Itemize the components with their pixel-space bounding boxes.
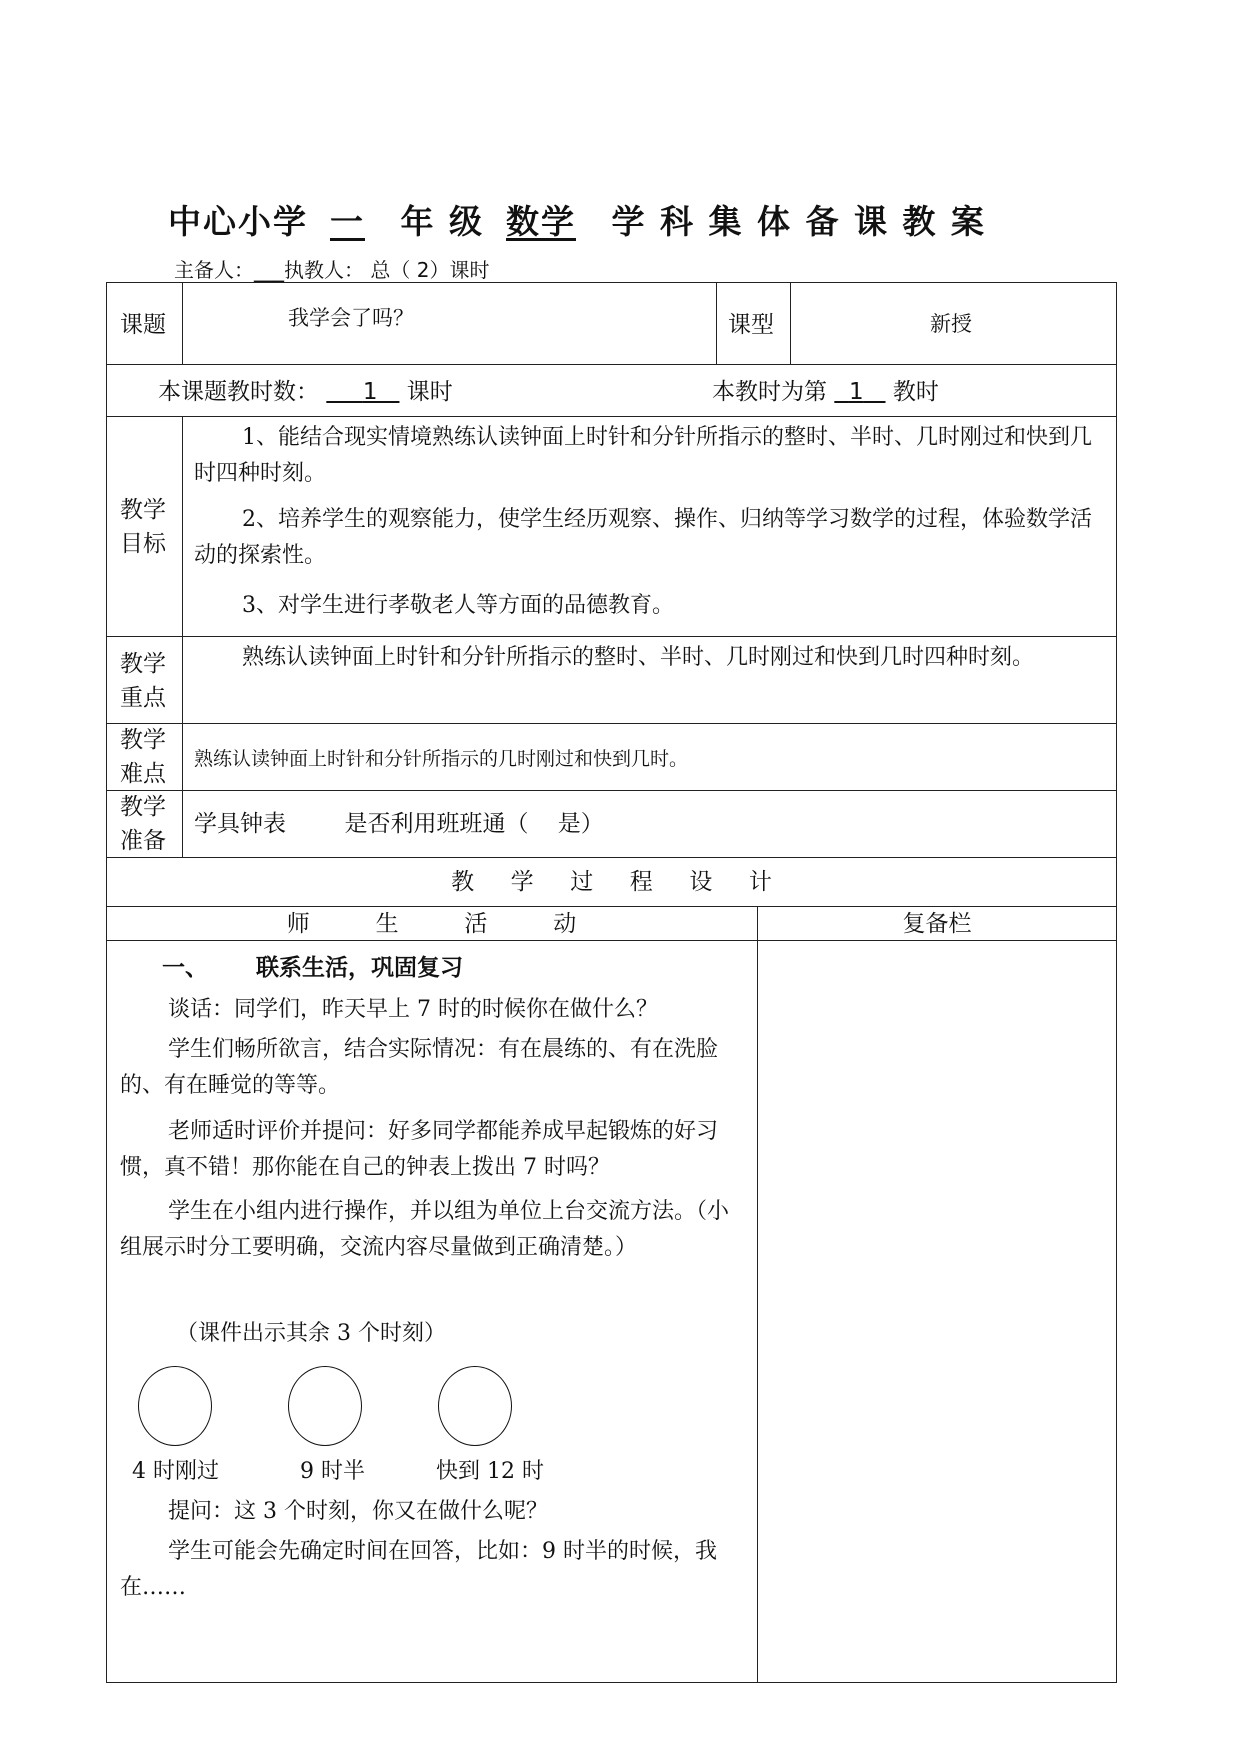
review-column-header: 复备栏: [902, 911, 972, 937]
col-divider: [716, 282, 717, 364]
hours-unit: 课时: [406, 379, 453, 405]
goal-item-2: 2、培养学生的观察能力，使学生经历观察、操作、归纳等学习数学的过程，体验数学活动的探索性。: [194, 507, 1092, 568]
doc-title-text: 学 科 集 体 备 课 教 案: [611, 202, 986, 241]
school-name: 中心小学: [168, 202, 308, 241]
process-para-2: 学生们畅所欲言，结合实际情况：有在晨练的、有在洗脸的、有在睡觉的等等。: [120, 1037, 719, 1098]
row-divider: [106, 906, 1117, 907]
topic-label: 课题: [120, 312, 166, 338]
col-divider: [757, 906, 758, 1683]
difficulty-label-1: 教学: [120, 727, 166, 753]
goals-label-1: 教学: [120, 497, 166, 523]
process-para-5: （课件出示其余 3 个时刻）: [176, 1321, 446, 1346]
difficulty-text: 熟练认读钟面上时针和分针所指示的几时刚过和快到几时。: [194, 748, 689, 770]
row-divider: [106, 636, 1117, 637]
subject-value: 数学: [506, 202, 576, 241]
row-divider: [106, 723, 1117, 724]
hours-label: 本课题教时数：: [158, 379, 319, 405]
hours-value: 1: [362, 379, 378, 405]
key-label-1: 教学: [120, 651, 166, 677]
process-para-7: 学生可能会先确定时间在回答，比如：9 时半的时候，我在……: [120, 1539, 717, 1600]
prep-label-2: 准备: [120, 828, 166, 854]
document-title: [168, 196, 986, 243]
grade-suffix: 年 级: [400, 202, 484, 241]
topic-value: 我学会了吗？: [288, 306, 414, 330]
clock-face-icon: [438, 1366, 512, 1446]
key-points-text: 熟练认读钟面上时针和分针所指示的整时、半时、几时刚过和快到几时四种时刻。: [242, 645, 1035, 670]
section-1-heading: 一、 联系生活，巩固复习: [162, 955, 464, 981]
current-unit: 教时: [892, 379, 939, 405]
difficulty-label-2: 难点: [120, 761, 166, 787]
col-divider: [182, 282, 183, 364]
current-label: 本教时为第: [712, 379, 827, 405]
clock-face-icon: [138, 1366, 212, 1446]
goal-item-3: 3、对学生进行孝敬老人等方面的品德教育。: [242, 593, 674, 618]
clock-face-icon: [288, 1366, 362, 1446]
activity-column-header: 师 生 活 动: [286, 911, 577, 937]
row-divider: [106, 416, 1117, 417]
process-para-3: 老师适时评价并提问：好多同学都能养成早起锻炼的好习惯，真不错！那你能在自己的钟表上拨出 7 时吗？: [120, 1119, 719, 1180]
clock-label-2: 9 时半: [300, 1459, 365, 1484]
preparer-line: 主备人：___执教人： 总（ 2）课时: [174, 258, 490, 282]
row-divider: [106, 790, 1117, 791]
col-divider: [790, 282, 791, 364]
type-label: 课型: [728, 312, 774, 338]
col-divider: [182, 416, 183, 857]
process-para-4: 学生在小组内进行操作，并以组为单位上台交流方法。（小组展示时分工要明确，交流内容尽量做到正确清楚。）: [120, 1199, 730, 1260]
row-divider: [106, 364, 1117, 365]
row-divider: [106, 940, 1117, 941]
process-para-1: 谈话：同学们，昨天早上 7 时的时候你在做什么？: [168, 997, 658, 1022]
current-value: 1: [848, 379, 864, 405]
process-heading: 教 学 过 程 设 计: [451, 869, 772, 895]
goal-item-1: 1、能结合现实情境熟练认读钟面上时针和分针所指示的整时、半时、几时刚过和快到几时四种时刻。: [194, 425, 1092, 486]
hours-row: [158, 376, 453, 408]
row-divider: [106, 857, 1117, 858]
clock-label-3: 快到 12 时: [436, 1459, 544, 1484]
current-row: [712, 376, 939, 408]
goals-label-2: 目标: [120, 531, 166, 557]
prep-text: 学具钟表 是否利用班班通（ 是）: [194, 811, 604, 837]
prep-label-1: 教学: [120, 794, 166, 820]
grade-value: 一: [330, 202, 365, 241]
clock-label-1: 4 时刚过: [132, 1459, 219, 1484]
type-value: 新授: [930, 312, 972, 336]
key-label-2: 重点: [120, 685, 166, 711]
process-para-6: 提问：这 3 个时刻，你又在做什么呢？: [168, 1499, 548, 1524]
